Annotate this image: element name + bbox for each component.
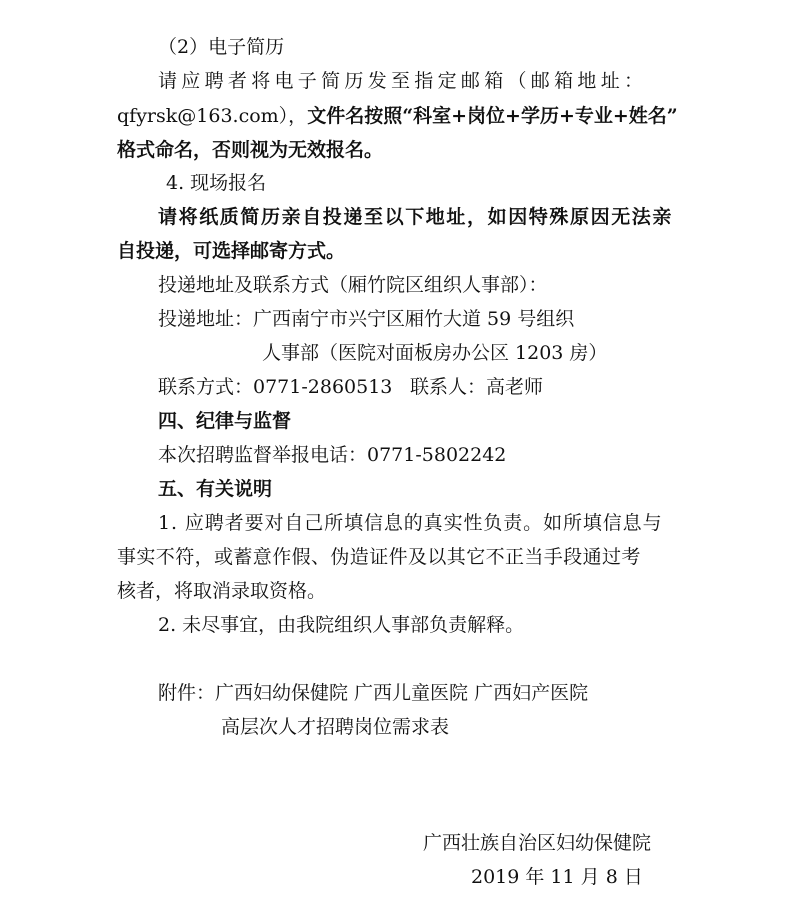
section-discipline-heading: 四、纪律与监督	[158, 410, 292, 432]
delivery-address-line-1: 投递地址：广西南宁市兴宁区厢竹大道 59 号组织	[158, 308, 575, 330]
section-notes-heading: 五、有关说明	[158, 478, 273, 500]
email-instruction-line-3: 格式命名，否则视为无效报名。	[117, 139, 384, 161]
note-1-line-3: 核者，将取消录取资格。	[117, 580, 327, 602]
delivery-address-line-2: 人事部（医院对面板房办公区 1203 房）	[262, 342, 608, 364]
note-1-line-2: 事实不符，或蓄意作假、伪造证件及以其它不正当手段通过考	[117, 546, 641, 568]
address-intro: 投递地址及联系方式（厢竹院区组织人事部）：	[158, 274, 548, 296]
supervision-hotline: 本次招聘监督举报电话：0771-5802242	[158, 444, 507, 466]
email-address: qfyrsk@163.com），	[117, 105, 308, 127]
section-onsite-registration-heading: 4. 现场报名	[166, 172, 267, 194]
attachment-line-2: 高层次人才招聘岗位需求表	[221, 716, 450, 738]
issue-date: 2019 年 11 月 8 日	[471, 866, 643, 888]
onsite-instruction-line-2: 自投递，可选择邮寄方式。	[117, 240, 346, 262]
contact-phone: 联系方式：0771-2860513	[158, 376, 393, 398]
email-instruction-line-2	[117, 103, 678, 129]
onsite-instruction-line-1: 请将纸质简历亲自投递至以下地址，如因特殊原因无法亲	[158, 206, 674, 228]
issuing-organization: 广西壮族自治区妇幼保健院	[423, 832, 652, 854]
contact-person: 联系人：高老师	[410, 376, 544, 398]
note-1-line-1: 1. 应聘者要对自己所填信息的真实性负责。如所填信息与	[158, 512, 663, 534]
filename-format-rule: 文件名按照“科室+岗位+学历+专业+姓名”	[307, 105, 678, 127]
email-instruction-line-1: 请应聘者将电子简历发至指定邮箱（邮箱地址：	[158, 70, 648, 92]
note-2: 2. 未尽事宜，由我院组织人事部负责解释。	[158, 614, 525, 636]
attachment-line-1: 附件：广西妇幼保健院 广西儿童医院 广西妇产医院	[158, 682, 589, 704]
section-electronic-resume-heading: （2）电子简历	[158, 36, 285, 58]
